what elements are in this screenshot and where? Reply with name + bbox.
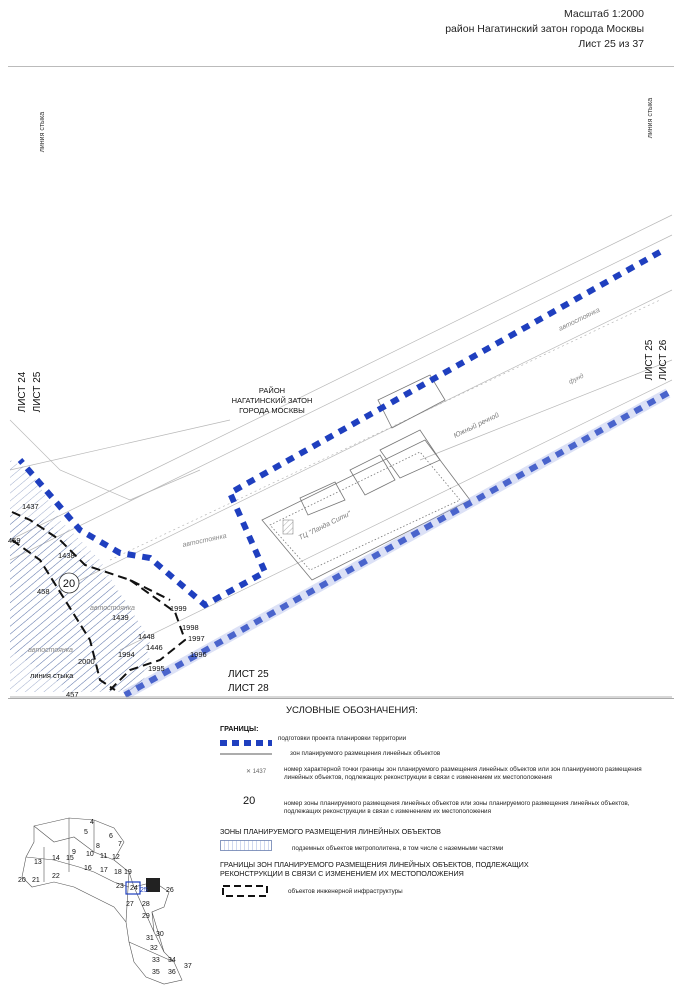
fund-label: фунд [567,372,586,386]
legend-zone-number: номер зоны планируемого размещения линейных объектов или зоны планируемого размещения линейных объектов, подлежащих реконструкции в связи с изменением их местоположения [284,800,630,815]
scale-label: Масштаб 1:2000 [564,8,644,20]
key-sheet-number: 22 [52,873,60,880]
key-sheet-number: 13 [34,859,42,866]
key-sheet-number: 32 [150,945,158,952]
legend-zone-sample: 20 [243,795,256,807]
zone-number: 20 [62,578,76,590]
legend-point-number: номер характерной точки границы зон планируемого размещения линейных объектов или зон планируемого размещения линейных объектов, подлежащих реконструкции в связи с изменением их местоположения [284,766,642,781]
point-marker-icon: ✕ [246,769,252,775]
district-title: район Нагатинский затон города Москвы [445,23,644,35]
key-sheet-number: 17 [100,867,108,874]
point-label: 1996 [190,650,207,659]
key-sheet-number: 30 [156,931,164,938]
point-label: 1448 [138,632,155,641]
key-sheet-number: 6 [109,833,113,840]
key-sheet-number: 9 [72,849,76,856]
key-sheet-number: 5 [84,829,88,836]
legend-borders-heading: ГРАНИЦЫ: [220,724,259,733]
key-sheet-number: 37 [184,963,192,970]
legend-blue-dash-symbol [220,738,272,748]
point-label: 1995 [148,664,165,673]
sheet-bottom-bottom: ЛИСТ 28 [228,683,269,694]
point-label: 1998 [182,623,199,632]
point-label: 459 [8,536,21,545]
legend-point-symbol [246,768,266,775]
key-sheet-number: 31 [146,935,154,942]
legend-zone-line-symbol [220,751,272,757]
key-sheet-number: 19 [124,869,132,876]
key-sheet-number: 24 [130,885,138,892]
key-sheet-number: 35 [152,969,160,976]
key-map-sheet-26-block [146,878,160,892]
legend-reconstruction-heading: ГРАНИЦЫ ЗОН ПЛАНИРУЕМОГО РАЗМЕЩЕНИЯ ЛИНЕЙНЫХ ОБЪЕКТОВ, ПОДЛЕЖАЩИХ РЕКОНСТРУКЦИИ В СВЯЗИ С ИЗМЕНЕНИЕМ ИХ МЕСТОПОЛОЖЕНИЯ [220,860,529,878]
key-sheet-number: 4 [90,819,94,826]
sheet-left-bottom: ЛИСТ 25 [32,371,43,413]
legend-metro-symbol [220,840,272,851]
legend-point-sample: 1437 [252,769,267,775]
key-sheet-number: 8 [96,843,100,850]
key-sheet-number: 34 [168,957,176,964]
key-sheet-number: 21 [32,877,40,884]
parking-label-1: автостоянка [557,306,602,333]
point-label: 457 [66,690,79,699]
key-sheet-number: 18 [114,869,122,876]
key-sheet-number: 33 [152,957,160,964]
building-label-south-river: Южный речной [452,411,501,440]
point-label: 1438 [58,551,75,560]
key-map-numbers [18,819,192,976]
key-sheet-number: 28 [142,901,150,908]
point-label: 1994 [118,650,135,659]
sheet-right-bottom: ЛИСТ 26 [658,339,669,381]
building-label-tc: ТЦ "Ланда Сити" [297,510,353,542]
key-sheet-number: 10 [86,851,94,858]
joint-line-left: линия стыка [39,111,46,153]
project-boundary-upper [20,252,660,605]
point-label: 1439 [112,613,129,622]
key-sheet-number: 15 [66,855,74,862]
sheet-right-top: ЛИСТ 25 [644,339,655,381]
legend-zone-boundary: зон планируемого размещения линейных объектов [290,750,441,757]
key-sheet-number: 29 [142,913,150,920]
key-sheet-number: 27 [126,901,134,908]
key-sheet-number: 36 [168,969,176,976]
joint-line-bottom: линия стыка [30,671,74,680]
point-label: 2000 [78,657,95,666]
point-label: 1997 [188,634,205,643]
parking-label-2: автостоянка [181,532,228,549]
key-sheet-number: 26 [166,887,174,894]
district-label-line2: НАГАТИНСКИЙ ЗАТОН [231,396,313,405]
legend-project-boundary: подготовки проекта планировки территории [278,735,407,742]
district-label-line1: РАЙОН [258,386,286,395]
key-sheet-number: 16 [84,865,92,872]
point-label: 1999 [170,604,187,613]
point-label: 458 [37,587,50,596]
sheet-left-top: ЛИСТ 24 [17,371,28,413]
point-label: 1437 [22,502,39,511]
legend-metro: подземных объектов метрополитена, в том числе с наземными частями [292,845,504,852]
sheet-bottom-top: ЛИСТ 25 [228,669,269,680]
legend-title: УСЛОВНЫЕ ОБОЗНАЧЕНИЯ: [286,705,418,716]
key-sheet-number-highlight: 25 [140,887,148,894]
key-sheet-number: 12 [112,854,120,861]
parking-label-4: автостоянка [28,647,73,654]
key-sheet-number: 23 [116,883,124,890]
legend-engineering-symbol [222,885,268,897]
key-map [14,812,204,997]
legend-engineering: объектов инженерной инфраструктуры [288,888,403,895]
point-label: 1446 [146,643,163,652]
district-label-line3: ГОРОДА МОСКВЫ [239,406,305,415]
legend-zones-heading: ЗОНЫ ПЛАНИРУЕМОГО РАЗМЕЩЕНИЯ ЛИНЕЙНЫХ ОБЪЕКТОВ [220,827,441,836]
parking-label-3: автостоянка [90,605,135,612]
joint-line-right: линия стыка [647,97,654,139]
key-sheet-number: 7 [118,841,122,848]
key-sheet-number: 14 [52,855,60,862]
small-building [283,520,293,534]
key-sheet-number: 11 [100,853,108,860]
key-sheet-number: 20 [18,877,26,884]
sheet-number: Лист 25 из 37 [578,38,644,50]
